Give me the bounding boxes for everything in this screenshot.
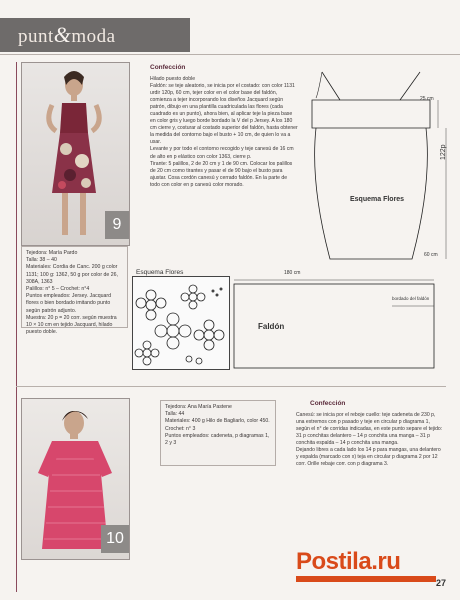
brand-logo (18, 22, 116, 48)
materials-box-10 (160, 400, 276, 466)
confeccion-p3: Levante y por todo el contorno recogido y teje canesú de 16 cm de alto en p elástico con color 1363, cierre p. (150, 146, 294, 160)
confeccion-p4: Tirante: 5 palillos, 2 de 20 cm y 1 de 90 cm. Colocar los palillos de 20 cm como tirantes y pasar el de 90 bajo el busto para ajustar. Cosa cordón canesú y cerrado faldón. En la parte de todo con color en p canesú color morado. (150, 160, 293, 188)
project-number-badge-10: 10 (101, 525, 129, 553)
confeccion-title-9: Confección (150, 64, 186, 71)
info10-talla: Talla: 44 (165, 411, 185, 418)
info-tejedora: Tejedora: María Pardo (26, 250, 78, 256)
info10-materiales: Materiales: 400 g Hilo de Bagliarlo, color 450. (165, 418, 270, 425)
confeccion-text-9 (150, 76, 298, 189)
info-talla: Talla: 38 – 40 (26, 257, 57, 264)
flower-chart (132, 276, 230, 370)
section-divider (16, 386, 446, 387)
esquema-box-title: Esquema Flores (136, 269, 184, 276)
materials-box-9 (21, 246, 128, 336)
confeccion-p2: Faldón: se teje aleatorio, se inicia por el costado: con color 1131 urdir 120p, 60 cm, tejer color en el color base del faldón, comienza a tejer incorporando los diseños Jacquard según patrón, dibujo en una plantilla cuadriculada las flores (cada cuadrado es un punto), ahora bien, al aplicar teje la pieza base en color gris y luego borde bordado la V del p Jersey. A los 180 cm cierre y, costurar al costado superior del faldón, hasta obtener la medida del contorno bajo el busto + 10 cm, de quien lo va a usar. (150, 83, 298, 146)
info10-puntos: Puntos empleados: cadeneta, p diagramas 1, 2 y 3 (165, 432, 270, 447)
header-divider (0, 54, 460, 55)
model-photo-top (21, 398, 130, 560)
confeccion-p1: Hilado puesto doble (150, 76, 196, 82)
page-number: 27 (435, 578, 446, 588)
diagram-top-label: 25 cm (420, 96, 434, 102)
left-margin-rule (16, 62, 17, 592)
confeccion-text-10 (296, 412, 444, 468)
faldon-width-label: 180 cm (284, 270, 301, 276)
faldon-note: bordado del faldón (392, 296, 430, 301)
brand-right: moda (71, 26, 116, 47)
watermark-bar (296, 576, 436, 582)
info10-crochet: Crochet: n° 3 (165, 425, 196, 432)
brand-amp: & (53, 22, 72, 47)
info-palillos: Palillos: n° 5 – Crochet: n°4 (26, 286, 90, 293)
diagram-side-label: 122p (440, 144, 447, 160)
faldon-label: Faldón (258, 322, 285, 331)
confeccion10-p2: Dejando libres a cada lado los 14 p para mangas, una delantero y espalda (marcado con x) teja en circular p diagrama 2 por 12 corr. Orille rebaje corr. con p diagrama 3. (296, 447, 441, 468)
diagram-bottom-label: 60 cm (424, 252, 438, 258)
info-muestra: Muestra: 20 p = 20 corr. según muestra 10 × 10 cm en tejido Jacquard, hilado puesto doble. (26, 314, 117, 336)
flower-motif-illustration (133, 277, 229, 369)
info-puntos: Puntos empleados: Jersey. Jacquard flores o bien bordado imitando punto según patrón adjunto. (26, 293, 111, 314)
info10-tejedora: Tejedora: Ana María Pastene (165, 404, 232, 410)
info-materiales: Materiales: Cordia de Canc. 200 g color 1131; 100 g: 1362, 50 g por color de 26, 308A, 1363 (26, 264, 118, 285)
project-number-badge: 9 (105, 211, 129, 239)
esquema-flores-label: Esquema Flores (350, 196, 405, 203)
model-photo-dress (21, 62, 130, 246)
confeccion-title-10: Confección (310, 400, 346, 407)
brand-left: punt (18, 26, 54, 47)
confeccion10-p1: Canesú: se inicia por el reboje cuello: teje cadeneta de 230 p, una extremos con p pasado y teje en circular p diagrama 1, según el n° de corridas indicadas, en este punto separe el tejido: 31 p conchitas delantero – 14 p conchita una manga – 31 p conchita espalda – 14 p conchita una manga. (296, 412, 443, 447)
watermark-logo: Postila.ru (296, 548, 401, 575)
